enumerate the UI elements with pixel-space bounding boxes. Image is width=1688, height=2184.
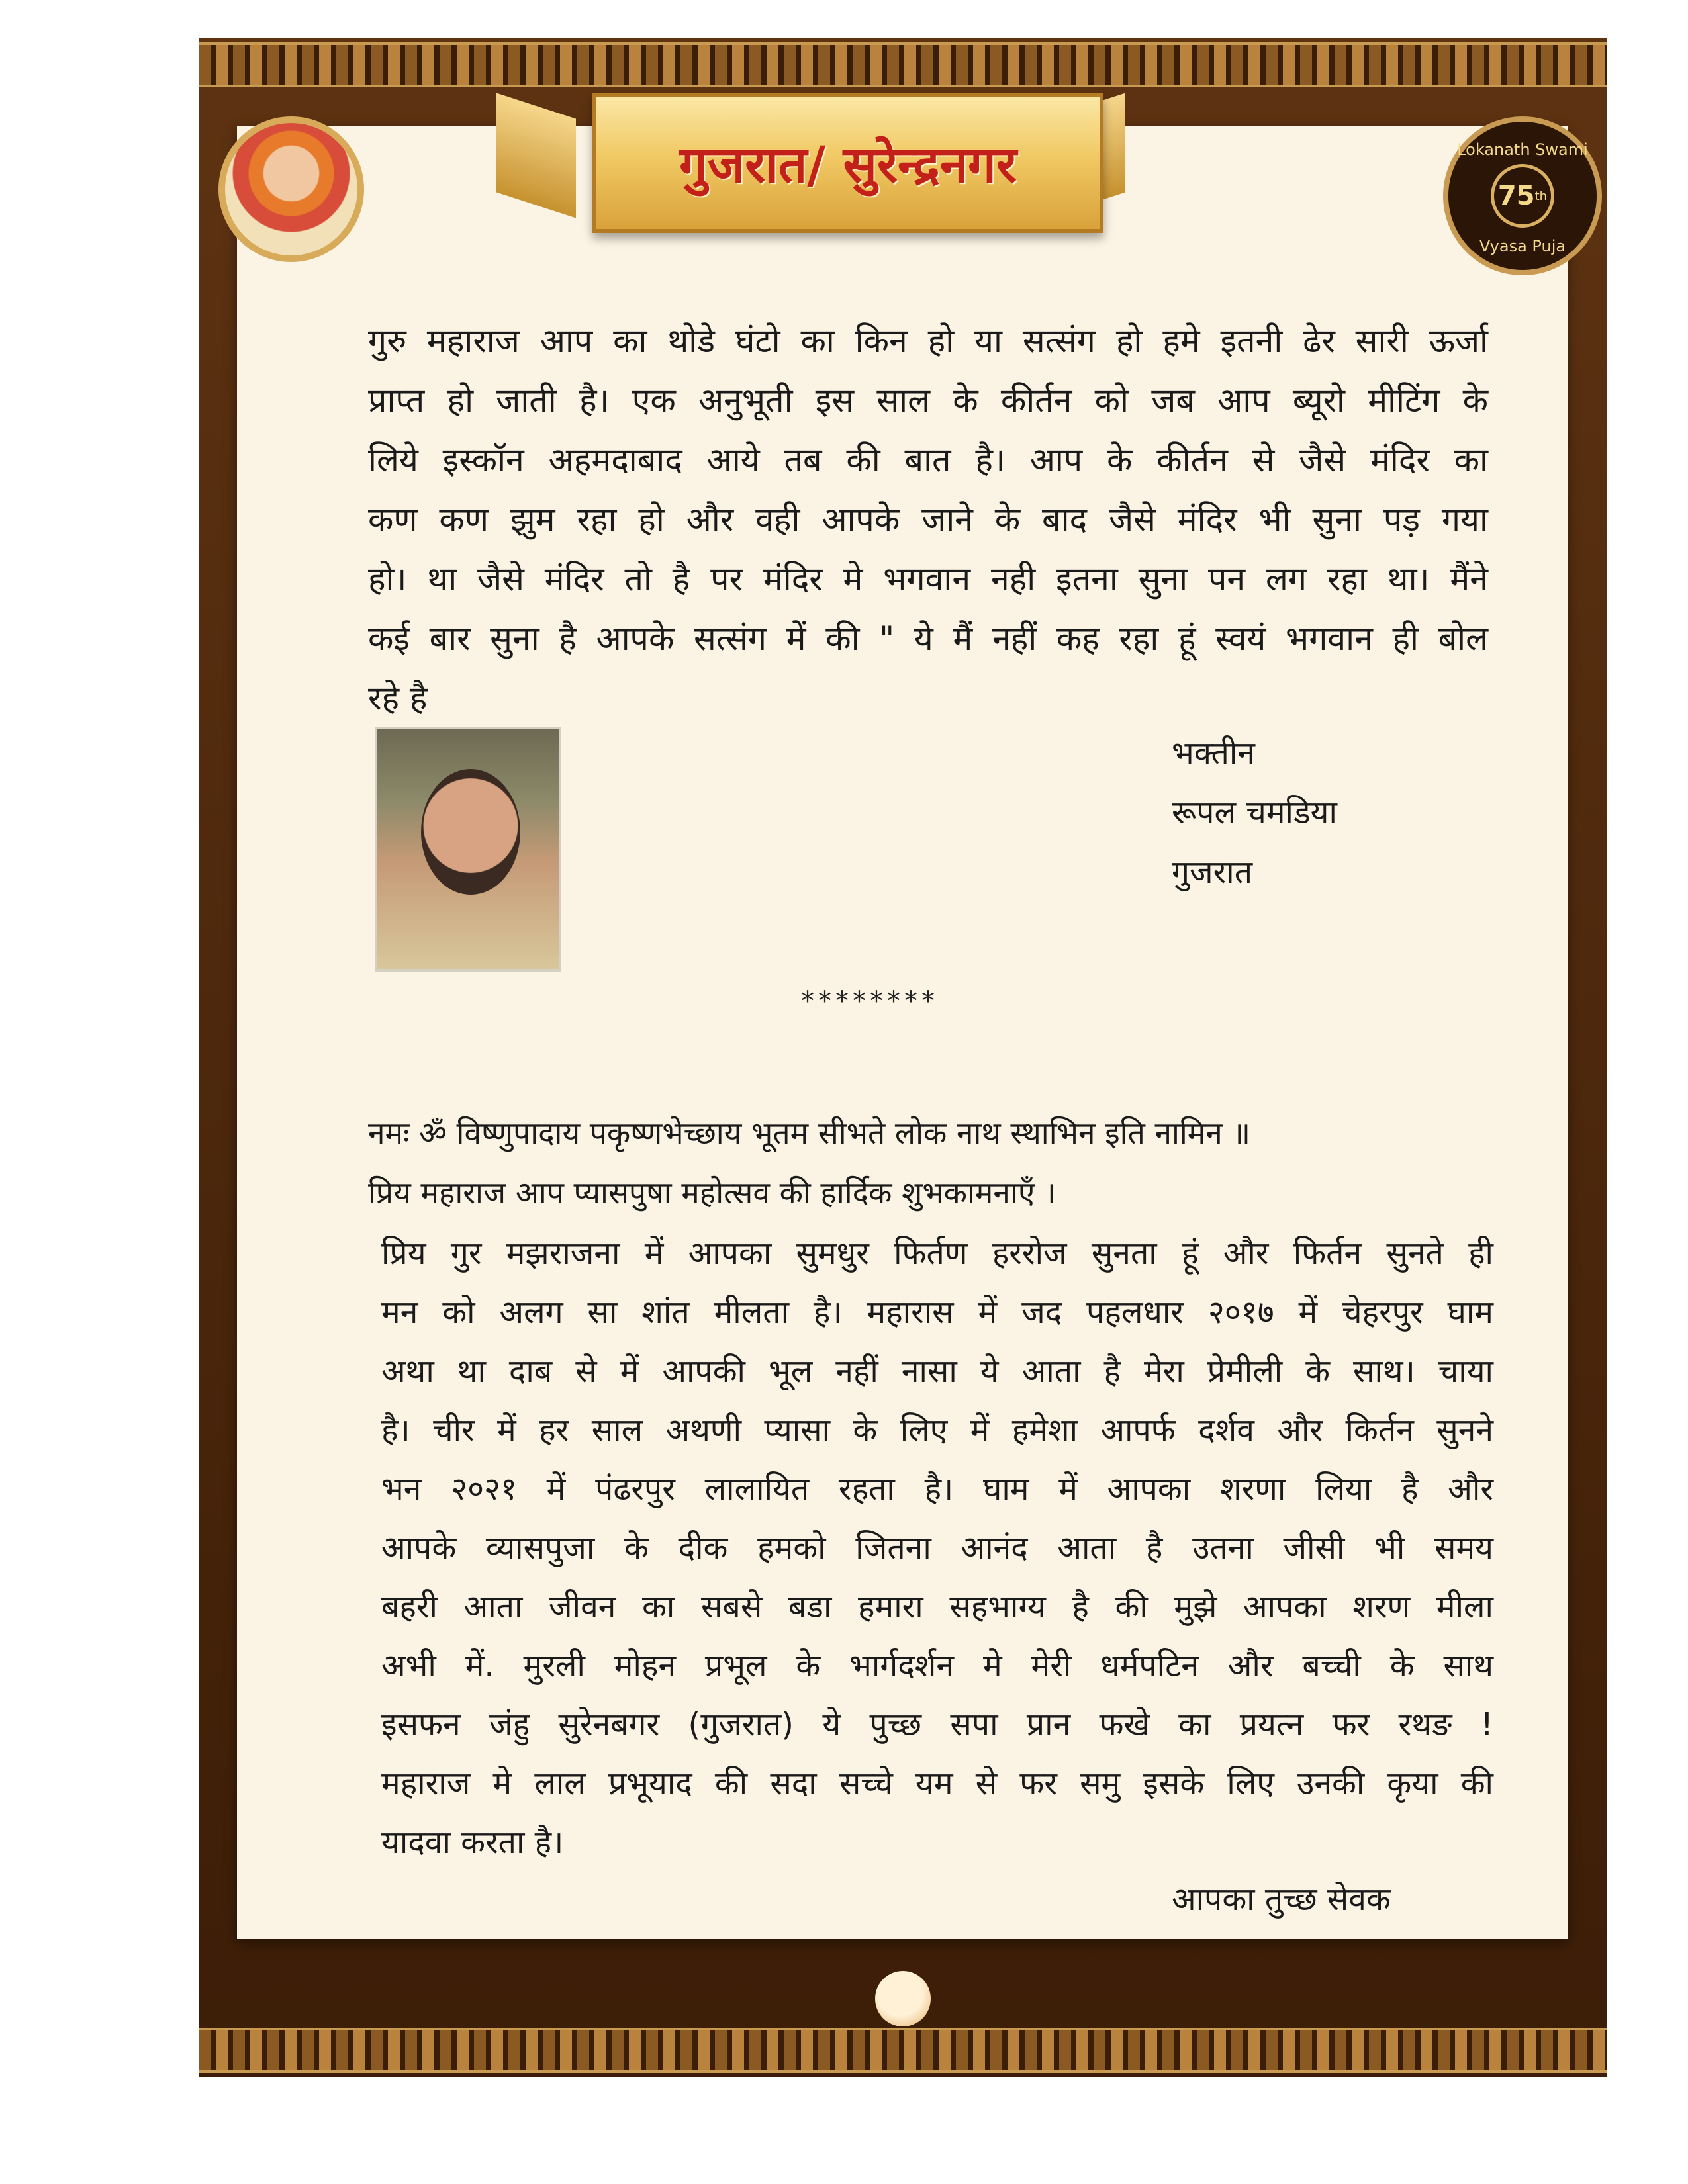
section-separator: ******** [801, 986, 939, 1017]
invocation-line: नमः ॐ विष्णुपादाय पकृष्णभेच्छाय भूतम सीभते लोक नाथ स्थाभिन इति नामिन ॥ [368, 1115, 1251, 1151]
letter1-line: गुरु महाराज आप का थोडे घंटो का किन हो या सत्संग हो हमे इतनी ढेर सारी ऊर्जा [368, 322, 1488, 360]
letter2-line: है। चीर में हर साल अथणी प्यासा के लिए में हमेशा आपर्फ दर्शव और किर्तन सुनने [381, 1412, 1493, 1449]
letter1-line: रहे है [368, 679, 428, 717]
author-photo [375, 727, 561, 972]
letter2-line: यादवा करता है। [381, 1824, 564, 1861]
decorative-knob [875, 1971, 931, 2026]
letter2-line: अथा था दाब से में आपकी भूल नहीं नासा ये आता है मेरा प्रेमीली के साथ। चाया [381, 1353, 1493, 1390]
author-photo-face [421, 769, 520, 895]
letter1-line: हो। था जैसे मंदिर तो है पर मंदिर मे भगवान नही इतना सुना पन लग रहा था। मैंने [368, 560, 1488, 598]
letter1-line: प्राप्त हो जाती है। एक अनुभूती इस साल के कीर्तन को जब आप ब्यूरो मीटिंग के [368, 381, 1488, 420]
letter1-line: लिये इस्कॉन अहमदाबाद आये तब की बात है। आप के कीर्तन से जैसे मंदिर का [368, 441, 1488, 479]
signature-line-2: रूपल चमडिया [1172, 794, 1337, 831]
badge-top-text: Lokanath Swami [1457, 140, 1588, 159]
guru-portrait [218, 116, 364, 262]
bottom-border-band [199, 2028, 1607, 2073]
letter2-signoff: आपका तुच्छ सेवक [1172, 1881, 1391, 1918]
letter1-body [368, 311, 1488, 728]
title-ribbon [592, 93, 1103, 233]
letter2-line: महाराज मे लाल प्रभूयाद की सदा सच्चे यम से फर समु इसके लिए उनकी कृया की [381, 1765, 1493, 1802]
letter2-line: मन को अलग सा शांत मीलता है। महारास में जद पहलधार २०१७ में चेहरपुर घाम [381, 1294, 1493, 1331]
anniversary-badge [1443, 116, 1602, 275]
letter2-line: अभी में. मुरली मोहन प्रभूल के भार्गदर्शन मे मेरी धर्मपटिन और बच्ची के साथ [381, 1647, 1493, 1684]
badge-number: 75 [1497, 181, 1535, 211]
letter2-line: आपके व्यासपुजा के दीक हमको जितना आनंद आता है उतना जीसी भी समय [381, 1529, 1493, 1567]
letter1-line: कई बार सुना है आपके सत्संग में की " ये मैं नहीं कह रहा हूं स्वयं भगवान ही बोल [368, 619, 1488, 658]
badge-number-ring [1491, 164, 1554, 228]
letter2-line: प्रिय गुर मझराजना में आपका सुमधुर फिर्तण हररोज सुनता हूं और फिर्तन सुनते ही [381, 1235, 1493, 1272]
badge-bottom-text: Vyasa Puja [1479, 237, 1566, 255]
letter1-line: कण कण झुम रहा हो और वही आपके जाने के बाद जैसे मंदिर भी सुना पड़ गया [368, 500, 1488, 539]
letter2-body [381, 1224, 1493, 1872]
signature-line-3: गुजरात [1172, 854, 1253, 891]
greeting-line: प्रिय महाराज आप प्यासपुषा महोत्सव की हार्दिक शुभकामनाएँ । [368, 1175, 1056, 1210]
page-title: गुजरात/ सुरेन्द्रनगर [679, 134, 1017, 194]
letter2-line: बहरी आता जीवन का सबसे बडा हमारा सहभाग्य है की मुझे आपका शरण मीला [381, 1588, 1493, 1625]
signature-line-1: भक्तीन [1172, 735, 1255, 772]
badge-suffix: th [1534, 189, 1548, 203]
letter2-line: इसफन जंहु सुरेनबगर (गुजरात) ये पुच्छ सपा प्रान फखे का प्रयत्न फर रथङ ! [381, 1706, 1493, 1743]
top-border-band [199, 42, 1607, 87]
letter2-line: भन २०२१ में पंढरपुर लालायित रहता है। घाम में आपका शरणा लिया है और [381, 1471, 1493, 1508]
